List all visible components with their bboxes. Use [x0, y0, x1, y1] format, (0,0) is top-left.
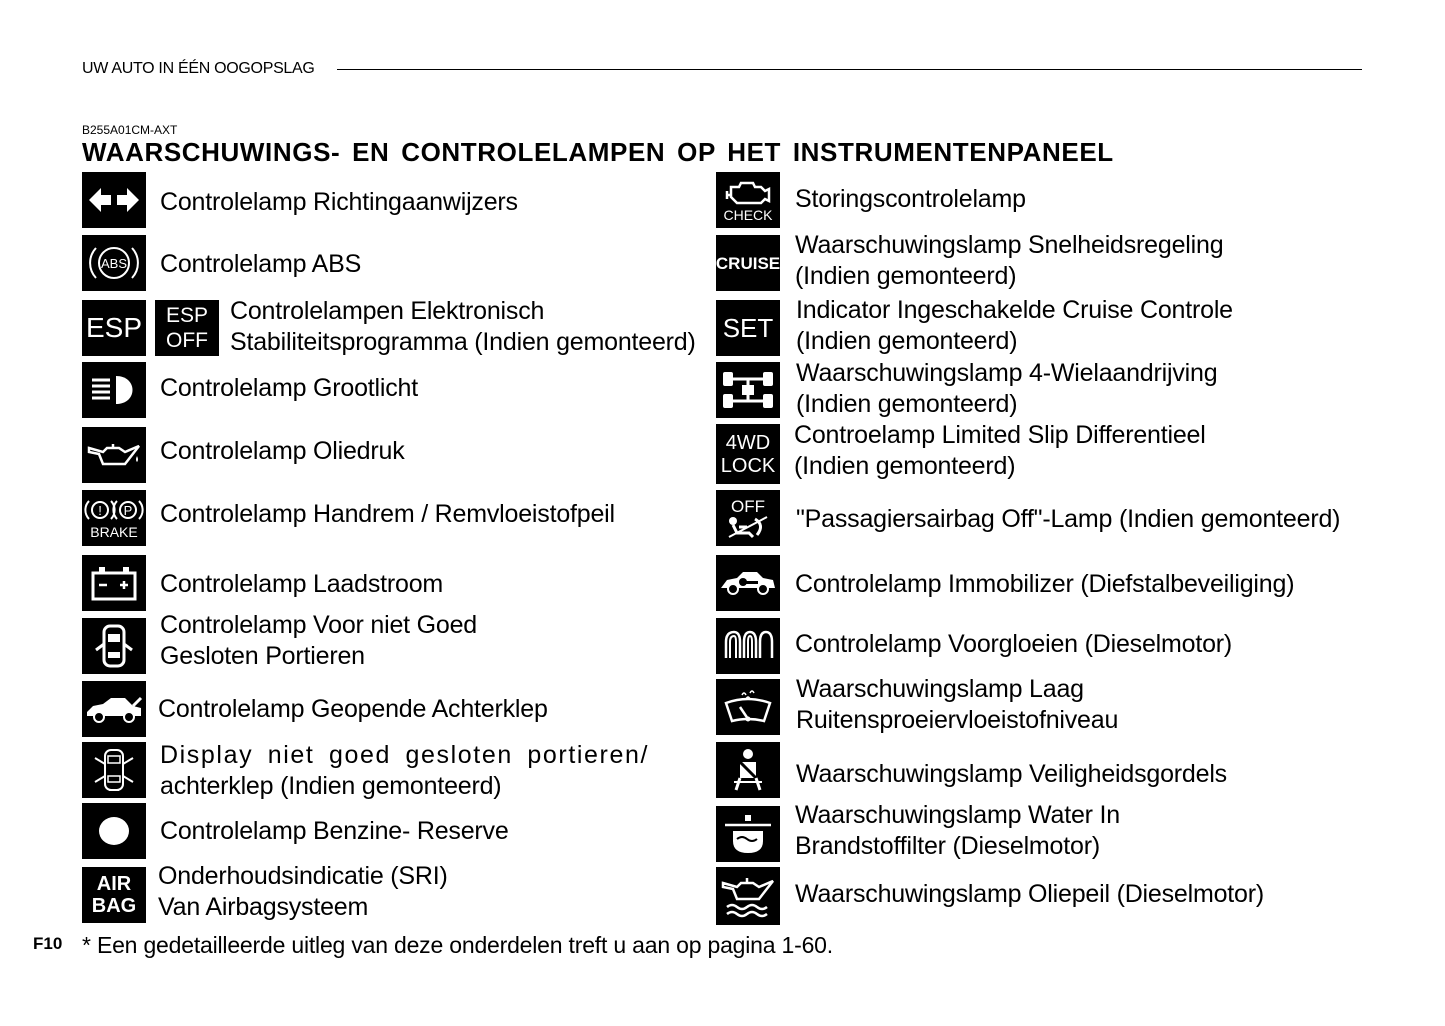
esp-off-icon-text: ESP — [165, 304, 209, 327]
abs-icon — [82, 235, 146, 291]
glow-plug-icon — [716, 618, 780, 674]
airbag-icon-text: BAG — [91, 895, 137, 917]
door-open-icon — [82, 618, 146, 674]
check-engine-icon — [716, 172, 780, 228]
list-item-label: "Passagiersairbag Off"-Lamp (Indien gemonteerd) — [796, 505, 1341, 533]
list-item-label: Controlelamp Grootlicht — [160, 374, 419, 402]
turn-signal-icon — [82, 172, 146, 228]
esp-off-icon-text: OFF — [166, 329, 208, 352]
esp-off-icon — [155, 300, 219, 356]
list-item-label: Storingscontrolelamp — [795, 185, 1026, 213]
brake-icon — [82, 490, 146, 546]
list-item-label: Indicator Ingeschakelde Cruise Controle (Indien gemonteerd) — [796, 296, 1233, 355]
footnote: * Een gedetailleerde uitleg van deze onderdelen treft u aan op pagina 1-60. — [82, 932, 833, 958]
header-rule — [337, 69, 1362, 70]
list-item-label: Controlelamp Richtingaanwijzers — [160, 188, 518, 216]
airbag-icon-text: AIR — [96, 873, 132, 895]
list-item-label: Waarschuwingslamp Water In Brandstoffilter (Dieselmotor) — [795, 801, 1121, 860]
list-item-label: Controlelamp Voor niet Goed Gesloten Portieren — [160, 611, 478, 670]
page-number: F10 — [33, 934, 63, 953]
airbag-off-icon — [716, 490, 780, 546]
list-item-label: Waarschuwingslamp Veiligheidsgordels — [796, 760, 1227, 788]
fuel-reserve-icon — [82, 803, 146, 859]
brake-icon-text: BRAKE — [90, 524, 138, 540]
section-title: WAARSCHUWINGS- EN CONTROLELAMPEN OP HET INSTRUMENTENPANEEL — [82, 137, 1114, 167]
list-item-label: Controlelamp ABS — [160, 250, 362, 278]
4wd-lock-icon-text: LOCK — [720, 454, 776, 477]
list-item-label: achterklep (Indien gemonteerd) — [160, 772, 502, 800]
list-item-label: Controlelamp Benzine- Reserve — [160, 817, 509, 845]
list-item-label: Controlelampen Elektronisch Stabiliteitsprogramma (Indien gemonteerd) — [230, 297, 696, 356]
cruise-set-icon — [716, 300, 780, 356]
list-item-label: Controlelamp Handrem / Remvloeistofpeil — [160, 500, 615, 528]
check-engine-icon-text: CHECK — [723, 206, 773, 223]
list-item-label: Waarschuwingslamp Oliepeil (Dieselmotor) — [795, 880, 1265, 908]
4wd-lock-icon — [716, 424, 780, 484]
airbag-off-icon-text: OFF — [731, 496, 765, 516]
list-item-label: Controelamp Limited Slip Differentieel (Indien gemonteerd) — [794, 421, 1206, 480]
immobilizer-icon — [716, 555, 780, 611]
cruise-set-icon-text: SET — [722, 313, 774, 343]
list-item-label: Controlelamp Oliedruk — [160, 437, 405, 465]
cruise-icon — [716, 235, 780, 291]
high-beam-icon — [82, 362, 146, 418]
4wd-lock-icon-text: 4WD — [725, 431, 771, 454]
list-item-label: Waarschuwingslamp Snelheidsregeling (Indien gemonteerd) — [795, 231, 1224, 290]
svg-text:!: ! — [98, 503, 102, 518]
page-header-title: UW AUTO IN ÉÉN OOGOPSLAG — [82, 60, 315, 77]
list-item-label: Onderhoudsindicatie (SRI) Van Airbagsysteem — [158, 862, 448, 921]
door-display-icon — [82, 742, 146, 798]
esp-icon — [82, 300, 146, 356]
list-item-label: Controlelamp Geopende Achterklep — [158, 695, 548, 723]
list-item-label: Display niet goed gesloten portieren/ — [160, 741, 650, 769]
svg-text:P: P — [123, 503, 133, 518]
list-item-label: Waarschuwingslamp 4-Wielaandrijving (Indien gemonteerd) — [796, 359, 1218, 418]
airbag-icon — [82, 867, 146, 923]
water-in-fuel-icon — [716, 806, 780, 862]
oil-pressure-icon — [82, 427, 146, 483]
list-item-label: Waarschuwingslamp Laag Ruitensproeiervloeistofniveau — [796, 675, 1119, 734]
esp-icon-text: ESP — [85, 312, 143, 343]
list-item-label: Controlelamp Immobilizer (Diefstalbeveiliging) — [795, 570, 1295, 598]
list-item-label: Controlelamp Voorgloeien (Dieselmotor) — [795, 630, 1233, 658]
cruise-icon-text: CRUISE — [716, 253, 780, 273]
svg-text:ABS: ABS — [100, 256, 128, 271]
seatbelt-icon — [716, 742, 780, 798]
oil-level-icon — [716, 867, 780, 925]
4wd-icon — [716, 362, 780, 418]
document-code: B255A01CM-AXT — [82, 123, 178, 137]
battery-icon — [82, 555, 146, 611]
trunk-open-icon — [82, 681, 146, 737]
washer-fluid-icon — [716, 679, 780, 735]
list-item-label: Controlelamp Laadstroom — [160, 570, 444, 598]
